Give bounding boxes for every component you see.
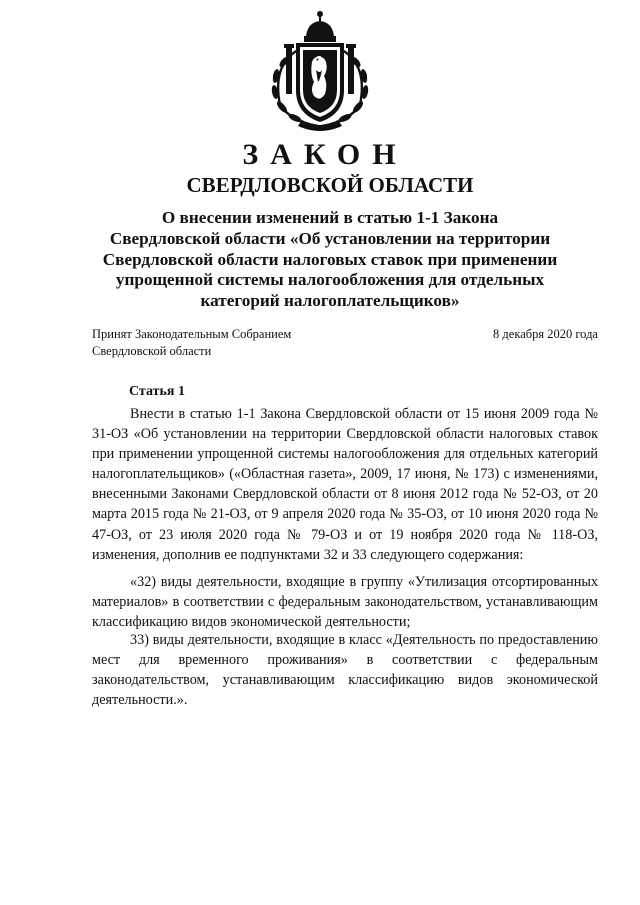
adopted-line: Принят Законодательным Собранием bbox=[92, 327, 292, 341]
adopted-date: 8 декабря 2020 года bbox=[493, 327, 598, 341]
article-paragraph: 33) виды деятельности, входящие в класс «Деятельность по предоставлению мест для временного проживания» в соответствии с федеральным законодательством, устанавливающим классификацию видов экономической деятельности.». bbox=[92, 632, 598, 709]
law-title: ЗАКОН bbox=[242, 138, 408, 171]
law-subtitle: СВЕРДЛОВСКОЙ ОБЛАСТИ bbox=[186, 173, 474, 197]
heading-line: упрощенной системы налогообложения для отдельных bbox=[115, 270, 545, 290]
heading-line: категорий налогоплательщиков» bbox=[200, 291, 460, 311]
article-paragraph: «32) виды деятельности, входящие в группу «Утилизация отсортированных материалов» в соответствии с федеральным законодательством, устанавливающим классификацию видов экономической деятельности; bbox=[92, 574, 598, 631]
law-heading bbox=[100, 208, 560, 312]
adopted-line: Свердловской области bbox=[92, 344, 212, 358]
heading-line: О внесении изменений в статью 1-1 Закона bbox=[161, 208, 499, 227]
article-title: Статья 1 bbox=[129, 384, 185, 399]
heading-line: Свердловской области «Об установлении на территории bbox=[109, 228, 551, 248]
heading-line: Свердловской области налоговых ставок при применении bbox=[102, 249, 558, 269]
adopted-by bbox=[92, 326, 291, 360]
article-paragraph: Внести в статью 1-1 Закона Свердловской области от 15 июня 2009 года № 31-ОЗ «Об установлении на территории Свердловской области налоговых ставок при применении упрощенной системы налогообложения для отдельных категорий налогоплательщиков» («Областная газета», 2009, 17 июня, № 173) с изменениями, внесенными Законами Свердловской области от 8 июня 2012 года № 52-ОЗ, от 20 марта 2015 года № 21-ОЗ, от 9 апреля 2020 года № 35-ОЗ, от 10 июня 2020 года № 47-ОЗ, от 23 июля 2020 года № 79-ОЗ и от 19 ноября 2020 года № 118-ОЗ, изменения, дополнив ее подпунктами 32 и 33 следующего содержания: bbox=[92, 406, 598, 563]
coat-of-arms-icon bbox=[262, 10, 378, 132]
